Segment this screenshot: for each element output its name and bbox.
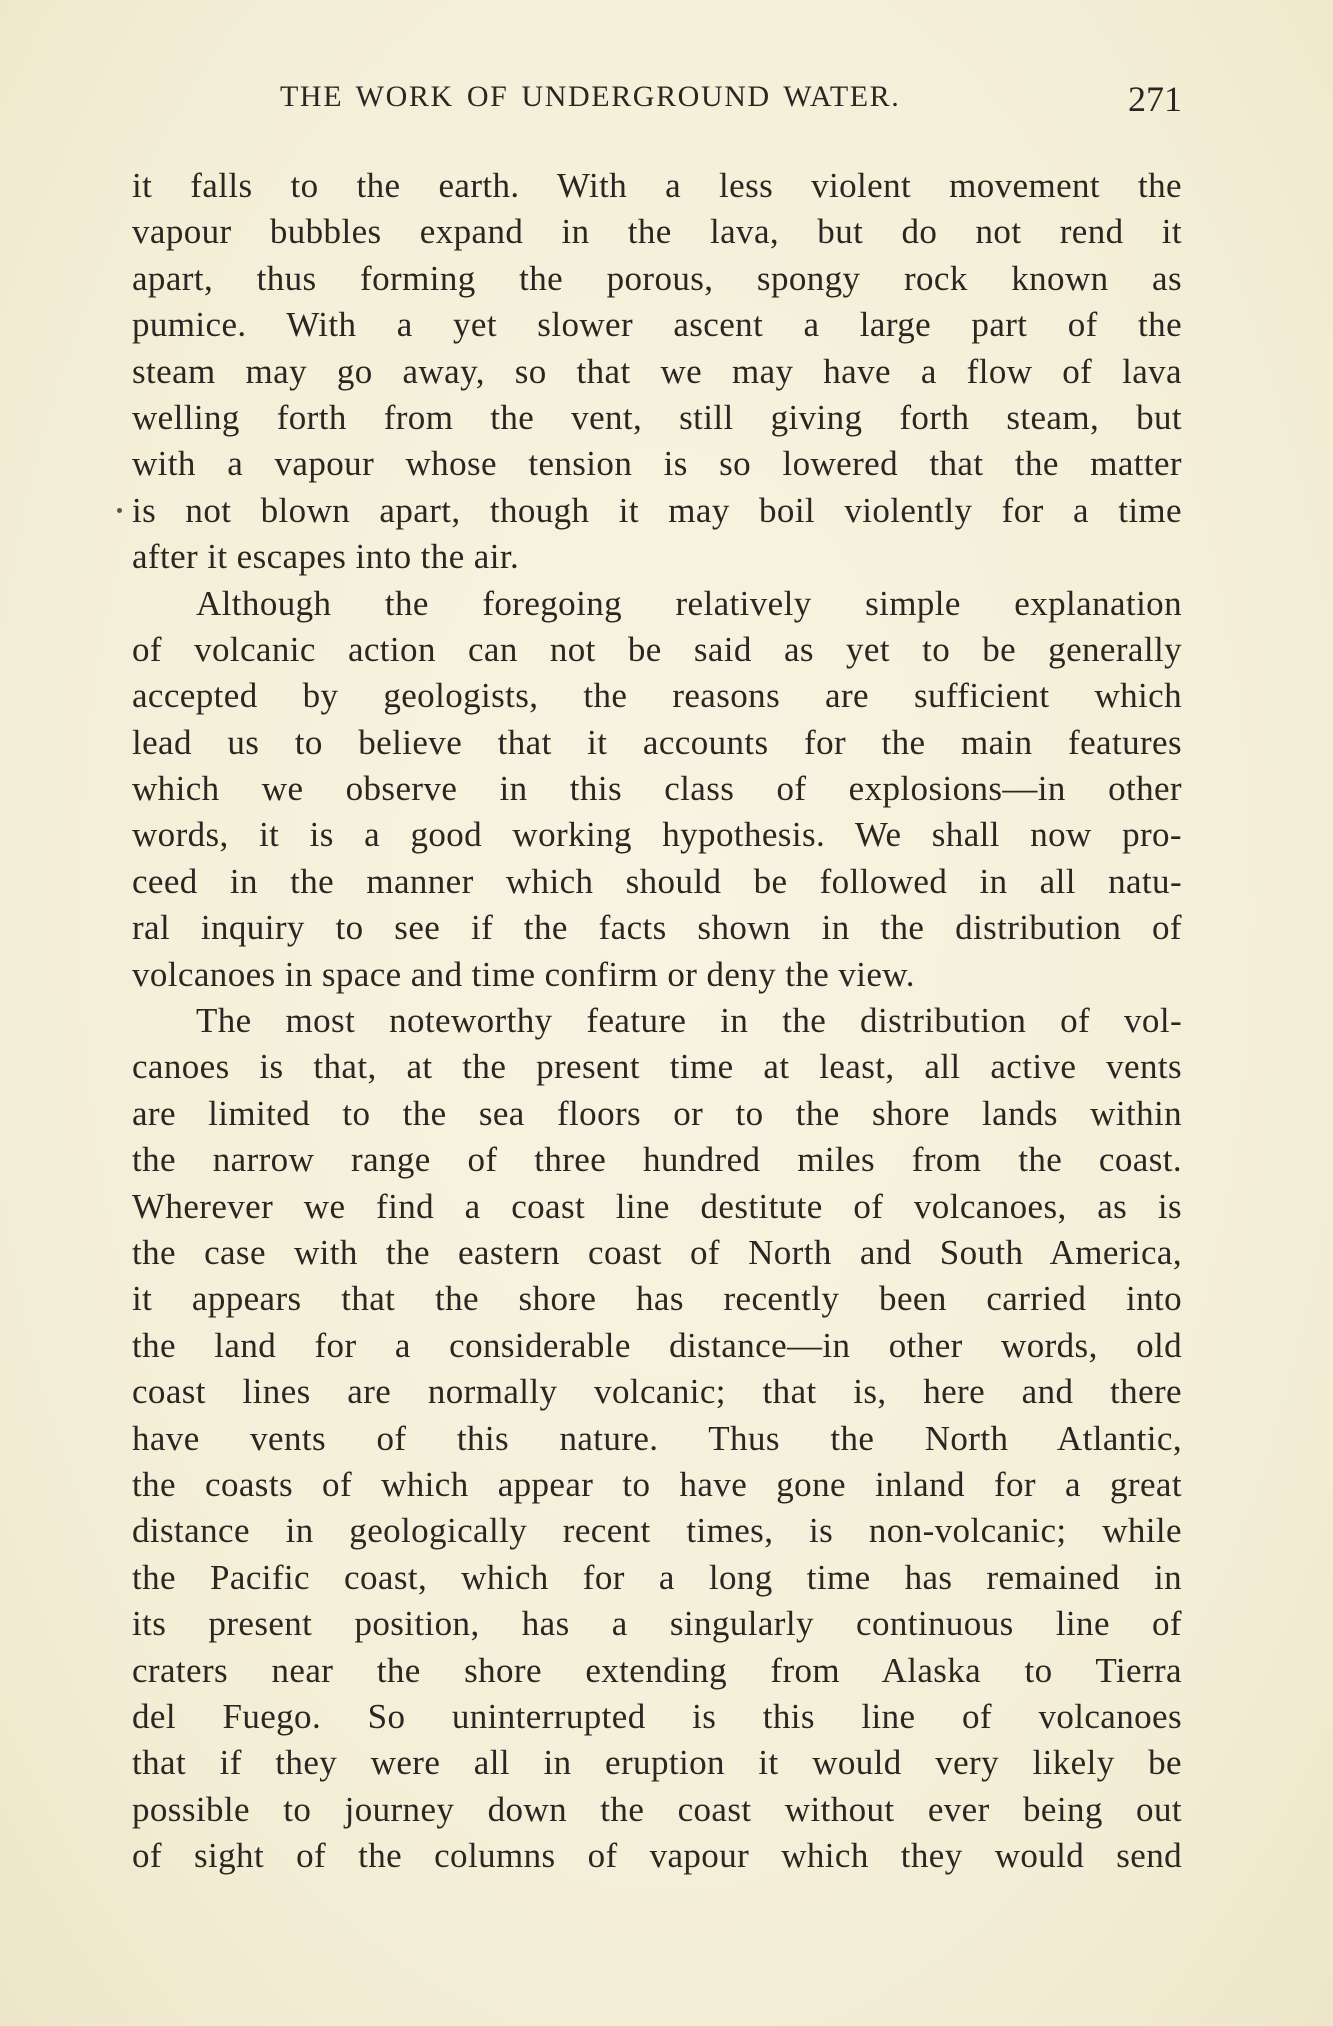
- text-line: possible to journey down the coast without ever being out: [132, 1789, 1182, 1829]
- page-number: 271: [1128, 79, 1182, 119]
- text-line: which we observe in this class of explosions—in other: [132, 769, 1182, 809]
- text-line: is not blown apart, though it may boil violently for a time: [132, 490, 1182, 530]
- body-text: [132, 163, 1182, 1879]
- text-line: words, it is a good working hypothesis. We shall now pro-: [132, 815, 1182, 855]
- text-line: of sight of the columns of vapour which they would send: [132, 1836, 1182, 1876]
- text-line: distance in geologically recent times, is non-volcanic; while: [132, 1511, 1182, 1551]
- text-line: steam may go away, so that we may have a flow of lava: [132, 351, 1182, 391]
- text-line: of volcanic action can not be said as yet to be generally: [132, 629, 1182, 669]
- text-line: ral inquiry to see if the facts shown in the distribution of: [132, 908, 1182, 948]
- text-line: craters near the shore extending from Alaska to Tierra: [132, 1650, 1182, 1690]
- text-line: Wherever we find a coast line destitute of volcanoes, as is: [132, 1186, 1182, 1226]
- text-line: The most noteworthy feature in the distribution of vol-: [196, 1001, 1182, 1041]
- text-line: welling forth from the vent, still giving forth steam, but: [132, 397, 1182, 437]
- text-line: the narrow range of three hundred miles from the coast.: [132, 1140, 1182, 1180]
- text-line: ceed in the manner which should be followed in all natu-: [132, 861, 1182, 901]
- text-line: the case with the eastern coast of North and South America,: [132, 1232, 1182, 1272]
- margin-mark: [117, 508, 122, 513]
- text-line: canoes is that, at the present time at least, all active vents: [132, 1047, 1182, 1087]
- text-line: its present position, has a singularly continuous line of: [132, 1604, 1182, 1644]
- text-line: after it escapes into the air.: [132, 537, 520, 577]
- text-line: Although the foregoing relatively simple explanation: [196, 583, 1182, 623]
- paragraph: [132, 998, 1182, 1879]
- text-line: apart, thus forming the porous, spongy rock known as: [132, 258, 1182, 298]
- text-line: lead us to believe that it accounts for the main features: [132, 722, 1182, 762]
- text-line: the land for a considerable distance—in other words, old: [132, 1325, 1182, 1365]
- text-line: accepted by geologists, the reasons are sufficient which: [132, 676, 1182, 716]
- chapter-title: THE WORK OF UNDERGROUND WATER.: [280, 80, 901, 113]
- text-line: it falls to the earth. With a less violent movement the: [132, 166, 1182, 205]
- text-line: have vents of this nature. Thus the North Atlantic,: [132, 1418, 1182, 1458]
- paragraph: [132, 581, 1182, 999]
- text-line: are limited to the sea floors or to the shore lands within: [132, 1093, 1182, 1133]
- paragraph: [132, 163, 1182, 581]
- text-line: pumice. With a yet slower ascent a large part of the: [132, 305, 1182, 345]
- running-head: [280, 80, 1182, 124]
- text-line: vapour bubbles expand in the lava, but do not rend it: [132, 212, 1182, 252]
- text-line: with a vapour whose tension is so lowered that the matter: [132, 444, 1182, 484]
- text-line: that if they were all in eruption it would very likely be: [132, 1743, 1182, 1783]
- text-line: coast lines are normally volcanic; that is, here and there: [132, 1372, 1182, 1412]
- text-line: volcanoes in space and time confirm or deny the view.: [132, 954, 915, 994]
- text-line: it appears that the shore has recently been carried into: [132, 1279, 1182, 1319]
- text-line: the coasts of which appear to have gone inland for a great: [132, 1464, 1182, 1504]
- text-line: del Fuego. So uninterrupted is this line of volcanoes: [132, 1696, 1182, 1736]
- text-line: the Pacific coast, which for a long time has remained in: [132, 1557, 1182, 1597]
